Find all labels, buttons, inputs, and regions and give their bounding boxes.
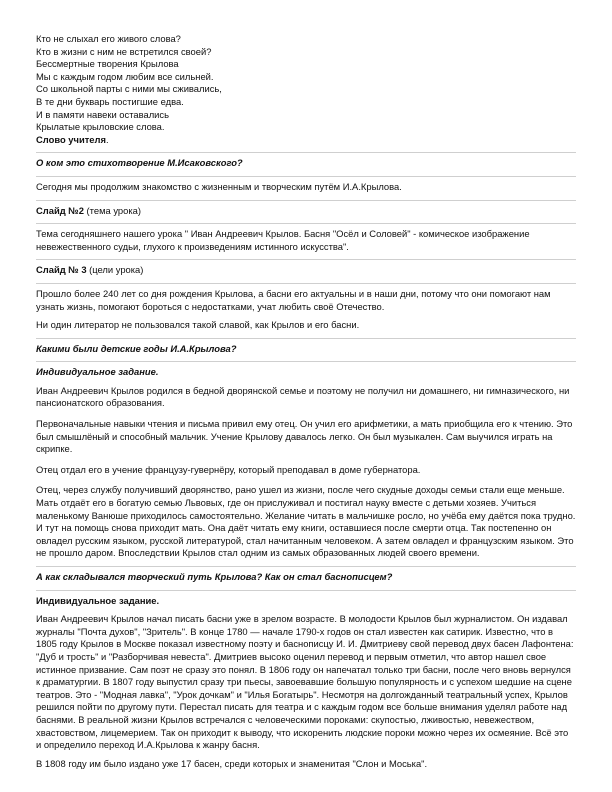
poem-line: Со школьной парты с ними мы сживались, <box>36 83 222 95</box>
goals-section <box>36 283 576 332</box>
slide2-line <box>36 205 576 218</box>
poem-line: И в памяти навеки оставались <box>36 108 169 120</box>
poem-line: Мы с каждым годом любим все сильней. <box>36 70 214 82</box>
intro-paragraph: Сегодня мы продолжим знакомство с жизненным и творческим путём И.А.Крылова. <box>36 180 402 192</box>
teacher-word-period: . <box>105 133 109 145</box>
slide2-label: Слайд №2 <box>36 204 84 216</box>
topic-section <box>36 223 576 253</box>
childhood-section <box>36 361 576 560</box>
question-heading: А как складывался творческий путь Крылова? Как он стал баснописцем? <box>36 571 393 582</box>
slide2-section <box>36 200 576 218</box>
poem-line: Кто не слыхал его живого слова? <box>36 33 181 44</box>
individual-task-heading: Индивидуальное задание. <box>36 594 160 606</box>
teacher-word-label: Слово учителя <box>36 133 106 145</box>
question-heading: О ком это стихотворение М.Исаковского? <box>36 157 243 169</box>
question-heading: Какими были детские годы И.А.Крылова? <box>36 342 237 354</box>
question-section-1 <box>36 152 576 170</box>
individual-task-heading: Индивидуальное задание. <box>36 366 159 378</box>
childhood-paragraph: Отец, через службу получивший дворянство, рано ушел из жизни, после чего скудные доходы семьи стали еще меньше. Мать отдаёт его в богатую семью Львовых, где он прислуживал и постигал науку вместе с детьми хозяев. Учиться маленькому Ванюше приходилось самостоятельно. Желание читать в мальчишке росло, но учёба ему даётся пока трудно. И тут на помощь снова приходит мать. Она даёт читать ему книги, оставшиеся после смерти отца. Так постепенно он овладел русским языком, русской литературой, стал начитанным человеком. А затем овладел и французским языком. Это не прошло даром. Впоследствии Крылов стал одним из самых образованных людей своего времени. <box>36 484 576 559</box>
teacher-word-heading <box>36 134 576 147</box>
slide2-note: (тема урока) <box>83 204 141 216</box>
childhood-paragraph: Иван Андреевич Крылов родился в бедной дворянской семье и поэтому не получил ни домашнего, ни гимназического, ни пансионатского образования. <box>36 384 570 409</box>
poem-line: В те дни букварь постигшие едва. <box>36 95 184 107</box>
career-section <box>36 590 576 771</box>
question-section-3 <box>36 566 576 584</box>
intro-section <box>36 176 576 194</box>
goals-paragraph: Прошло более 240 лет со дня рождения Крылова, а басни его актуальны и в наши дни, потому что они помогают нам узнать жизнь, помогают бороться с недостатками, учат любить своё Отечество. <box>36 287 551 312</box>
slide3-line <box>36 264 576 277</box>
childhood-paragraph: Отец отдал его в учение французу-гувернёру, который преподавал в доме губернатора. <box>36 463 421 475</box>
childhood-paragraph: Первоначальные навыки чтения и письма привил ему отец. Он учил его арифметики, а мать приобщила его к чтению. Это был смышлёный и способный мальчик. Учение Крылову давалось легко. Он был музыкален. Сам выучился играть на скрипке. <box>36 418 573 455</box>
document-body <box>36 33 576 776</box>
question-section-2 <box>36 338 576 356</box>
slide3-section <box>36 259 576 277</box>
poem-line: Крылатые крыловские слова. <box>36 121 165 133</box>
poem-line: Кто в жизни с ним не встретился своей? <box>36 45 212 57</box>
poem-line: Бессмертные творения Крылова <box>36 58 179 70</box>
fables-1808-paragraph: В 1808 году им было издано уже 17 басен, среди которых и знаменитая "Слон и Моська". <box>36 757 428 769</box>
slide3-label: Слайд № 3 <box>36 264 87 276</box>
fame-paragraph: Ни один литератор не пользовался такой славой, как Крылов и его басни. <box>36 319 360 331</box>
poem <box>36 33 576 146</box>
slide3-note: (цели урока) <box>86 264 144 276</box>
topic-paragraph: Тема сегодняшнего нашего урока " Иван Андреевич Крылов. Басня "Осёл и Соловей" - комическое изображение невежественного судьи, глухого к произведениям истинного искусства". <box>36 228 530 252</box>
career-paragraph: Иван Андреевич Крылов начал писать басни уже в зрелом возрасте. В молодости Крылов был журналистом. Он издавал журналы "Почта духов", "Зритель". В конце 1780 — начале 1790-х годов он стал известен как сатирик. Известно, что в 1805 году Крылов в Москве показал известному поэту и баснописцу И. И. Дмитриеву свой перевод двух басен Лафонтена: "Дуб и трость" и "Разборчивая невеста". Дмитриев высоко оценил перевод и первым отметил, что автор нашел свое истинное призвание. Сам поэт не сразу это понял. В 1806 году он напечатал только три басни, после чего вновь вернулся к драматургии. В 1807 году выпустил сразу три пьесы, завоевавшие большую популярность и с успехом шедшие на сцене театров. Это - "Модная лавка", "Урок дочкам" и "Илья Богатырь". Несмотря на долгожданный театральный успех, Крылов решился пойти по другому пути. Перестал писать для театра и с каждым годом все больше внимания уделял работе над баснями. В реальной жизни Крылов встречался с человеческими пороками: скупостью, лживостью, невежеством, хвастовством, лицемерием. Так он приходит к выводу, что искоренить людские пороки можно через их осмеяние. Всё это и определило переход И.А.Крылова к жанру басня. <box>36 613 574 751</box>
